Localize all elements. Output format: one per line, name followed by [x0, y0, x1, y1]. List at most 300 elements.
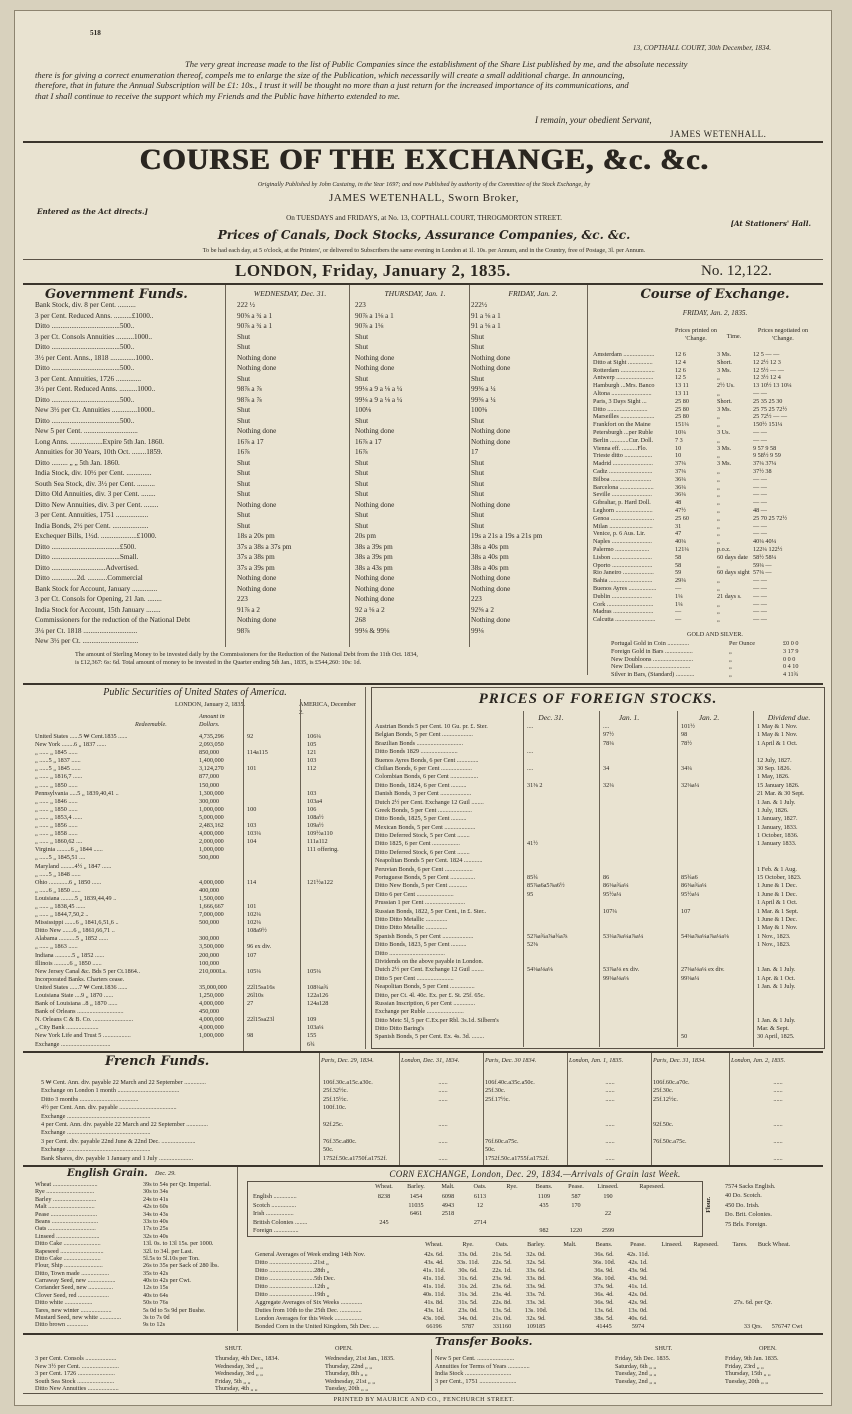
french-price: [323, 1129, 399, 1137]
fund-price-thu: 99⅛ a 9 a ⅛ a ¼: [355, 395, 403, 404]
average-cell: 23s. 9d.: [492, 1275, 512, 1282]
gold-row: [611, 648, 821, 656]
average-cell: 36s. 9d.: [594, 1299, 614, 1306]
exchange-time: 3 Us.: [717, 428, 731, 436]
us-london-price: [247, 935, 299, 943]
exchange-head-negotiated: Prices negotiated on 'Change.: [757, 327, 809, 342]
foreign-price-jan1: [603, 1008, 677, 1016]
foreign-stock-name: Exchange per Ruble ........................: [375, 1008, 464, 1016]
us-america-price: [307, 911, 365, 919]
french-price: [733, 1104, 823, 1112]
exchange-time: 3 Ms.: [717, 351, 732, 358]
corn-flour-line: Do. Brit. Colonies.: [725, 1211, 772, 1219]
fund-price-thu: Nothing done: [355, 595, 395, 603]
average-cell: 40s. 6d.: [628, 1315, 648, 1322]
fund-name: India Stock for Account, 15th January ........: [35, 605, 161, 614]
grain-title: English Grain.: [67, 1168, 148, 1179]
exchange-place: Rio Janeiro ....................: [593, 569, 654, 577]
us-amount: 2,483,162: [199, 822, 224, 830]
us-london-price: 107: [247, 951, 257, 959]
foreign-price-dec31: [527, 916, 599, 924]
us-amount: 100,000: [199, 959, 220, 967]
grain-price: 32l. to 34l. per Last.: [143, 1247, 194, 1255]
french-col4: [571, 1079, 649, 1163]
french-price: ......: [438, 1154, 448, 1162]
foreign-price-dec31: 52⅜: [527, 941, 538, 949]
exchange-negotiated: — —: [753, 600, 767, 608]
transfer-cell: Wednesday, 21st „ „: [325, 1377, 375, 1385]
french-price: ......: [605, 1137, 615, 1145]
foreign-price-jan1: [603, 799, 677, 807]
exchange-printed: 10: [675, 444, 682, 452]
exchange-negotiated: — —: [753, 584, 767, 592]
notice-closing: I remain, your obedient Servant,: [535, 115, 652, 125]
foreign-dividend: 30 April, 1825.: [757, 1033, 795, 1041]
exchange-negotiated: 57¼ —: [753, 569, 772, 577]
us-amount: [199, 871, 243, 879]
us-america-price: 122a126: [307, 992, 329, 999]
us-names: [35, 733, 203, 1049]
french-price: [571, 1104, 649, 1112]
french-price: ......: [605, 1154, 615, 1162]
transfer-cell: Tuesday, 2nd „ „: [615, 1370, 657, 1378]
foreign-jan2-col: [681, 723, 753, 1042]
exchange-printed: 47: [675, 530, 682, 538]
exchange-printed: 40¼: [675, 538, 686, 546]
fund-name: India Stock, div. 10½ per Cent. ..............: [35, 469, 152, 477]
corn-title: CORN EXCHANGE, London, Dec. 29, 1834.—Arrivals of Grain last Week.: [389, 1169, 681, 1179]
corn-cell: 2518: [441, 1210, 455, 1218]
fund-price-thu: 99⅛ & 99⅛: [355, 626, 390, 635]
us-amount: 300,000: [199, 935, 220, 943]
transfer-cell: Friday, 5th „ „: [215, 1377, 251, 1385]
us-america-price: 108a½: [307, 813, 324, 821]
us-america-price: [307, 919, 365, 927]
french-price: 1752f.50c.a1750f.a1752f.: [323, 1154, 387, 1162]
us-america-col: [307, 733, 365, 1049]
fund-price-wed: 91⅞ a 2: [237, 605, 260, 614]
grain-price: 12s to 15s: [143, 1284, 169, 1292]
exchange-negotiated: — —: [753, 436, 767, 444]
us-america-price: [307, 903, 365, 911]
corn-head: Barley.: [407, 1183, 425, 1190]
foreign-price-jan2: [681, 799, 753, 807]
fund-name: 3 per Cent. Annuities, 1726 ..............: [35, 374, 142, 383]
foreign-price-jan2: [681, 857, 753, 865]
foreign-dividend: [757, 748, 823, 756]
foreign-names: [375, 723, 521, 1042]
french-fund-name: 5 ₩ Cent. Ann. div. payable 22 March and 22 September ..............: [41, 1079, 206, 1086]
foreign-dividend: 1 June & 1 Dec.: [757, 890, 798, 898]
foreign-price-dec31: [527, 975, 599, 983]
foreign-dividend: 15 October, 1823.: [757, 874, 802, 882]
fund-price-thu: Nothing done: [355, 427, 395, 435]
exchange-place: Hamburgh ...Mrs. Banco: [593, 382, 655, 390]
fund-name: Ditto ......................................£500.: [35, 542, 137, 551]
exchange-head-printed: Prices printed on 'Change.: [675, 327, 717, 342]
foreign-price-jan2: [681, 983, 753, 991]
foreign-price-jan1: [603, 866, 677, 874]
foreign-price-dec31: 95: [527, 890, 534, 898]
fund-price-thu: Shut: [355, 416, 369, 425]
fund-price-wed: 98⅞ a ⅞: [237, 395, 262, 404]
average-head: Tares.: [732, 1241, 748, 1248]
transfer-cell: Annuities for Terms of Years ..............: [435, 1362, 530, 1370]
french-price: 100f.10c.: [323, 1104, 347, 1112]
exchange-time: „: [717, 483, 720, 491]
funds-names: [35, 301, 225, 648]
exchange-printed: 25 80: [675, 397, 689, 405]
corn-head: Oats.: [473, 1183, 487, 1190]
french-names: [41, 1079, 317, 1163]
corn-cell: 12: [476, 1201, 484, 1209]
corn-cell: 2714: [473, 1218, 487, 1226]
exchange-place: Bahia ............................: [593, 577, 653, 585]
grain-values: [143, 1181, 237, 1329]
foreign-stock-name: Mexican Bonds, 5 per Cent ....................: [375, 823, 476, 831]
average-cell: 32s. 9d.: [526, 1315, 546, 1322]
exchange-negotiated: 12 5 — —: [753, 351, 780, 358]
exchange-negotiated: 9 57 9 58: [753, 444, 777, 452]
fund-name: New 5 per Cent. ..............................: [35, 427, 138, 435]
exchange-time: „: [717, 506, 720, 514]
foreign-dividend: 1 Jan. & 1 July.: [757, 1016, 796, 1024]
fund-price-wed: 90⅝ a ¾ a 1: [237, 311, 273, 320]
fund-price-fri: Nothing done: [471, 427, 511, 435]
french-fund-name: Bank Shares, div. payable 1 January and 1 July ......................: [41, 1154, 194, 1162]
grain-name: Clover Seed, red ....................: [35, 1291, 109, 1299]
corn-cell: 982: [539, 1227, 549, 1235]
foreign-head-jan2: Jan. 2.: [698, 713, 720, 722]
foreign-price-jan2: [681, 916, 753, 924]
foreign-price-dec31: [527, 832, 599, 840]
grain-name: Mustard Seed, new white ..............: [35, 1314, 122, 1322]
exchange-negotiated: — —: [753, 577, 767, 585]
transfer-row: [35, 1363, 429, 1371]
foreign-stock-name: Ditto Deferred Stock, 5 per Cent ........: [375, 832, 470, 840]
corn-flour-label: Flour.: [705, 1197, 712, 1213]
foreign-price-jan1: [603, 899, 677, 907]
french-fund-name: Exchange ......................................................: [41, 1146, 151, 1154]
foreign-price-jan1: [603, 748, 677, 756]
us-america-price: 103: [307, 757, 317, 765]
fund-price-wed: [237, 637, 349, 648]
us-london-price: 27: [247, 1000, 254, 1008]
exchange-printed: 12 4: [675, 358, 686, 366]
foreign-stock-name: Ditto 6 per Cent ........................: [375, 890, 454, 898]
average-cell: 21s. 0d.: [492, 1315, 512, 1322]
exchange-negotiated: 12 5½ — —: [753, 366, 784, 374]
fund-price-thu: [355, 637, 467, 648]
fund-price-thu: Shut: [355, 511, 369, 519]
exchange-printed: 151¼: [675, 421, 689, 429]
french-price: 106f.30c.a15c.a30c.: [323, 1079, 373, 1086]
fund-price-fri: Nothing done: [471, 574, 511, 582]
us-america-price: 106: [307, 805, 317, 813]
us-america-price: 109a½: [307, 822, 324, 830]
grain-name: Linseed ............................: [35, 1232, 100, 1240]
grain-name: Rapeseed ............................: [35, 1247, 104, 1255]
foreign-price-jan1: [603, 958, 677, 966]
foreign-dividend: 1 Mar. & 1 Sept.: [757, 907, 799, 915]
french-price: [405, 1129, 481, 1137]
gold-cell: Portugal Gold in Coin ..............: [611, 640, 690, 647]
fund-name: Ditto ......................................500..: [35, 364, 135, 372]
exchange-negotiated: 58½ 58¼: [753, 553, 777, 561]
exchange-negotiated: 13 10½ 13 10¼: [753, 382, 792, 390]
french-price: [571, 1129, 649, 1137]
us-head-redeemable: Redeemable.: [135, 721, 167, 728]
grain-name: Ditto white ..................: [35, 1299, 93, 1307]
fund-price-fri: 91 a ⅛ a 1: [471, 311, 501, 320]
us-london-price: [247, 741, 299, 749]
transfer-cell: Thursday, 8th „ „: [325, 1370, 368, 1378]
fund-name: Long Anns. ..................Expire 5th Jan. 1860.: [35, 437, 164, 446]
exchange-time: 21 days s.: [717, 592, 742, 600]
french-price: 25f.30c.: [485, 1087, 506, 1095]
exchange-negotiated: 40¼ 40¼: [753, 538, 777, 546]
fund-price-thu: Shut: [355, 469, 369, 477]
exchange-printed: 1¼: [675, 592, 683, 600]
foreign-dividend: 1 May & 1 Nov.: [757, 924, 798, 932]
fund-price-thu: 38s a 39s pm: [355, 553, 393, 561]
fund-price-wed: Shut: [237, 458, 251, 467]
us-security-name: „ ...... „ 1844,7,50,2 ..: [35, 911, 89, 919]
notice-line: The very great increase made to the list of Public Companies since the establishment of the Share List published by me, and the absolute necessity: [185, 59, 688, 69]
us-london-price: [247, 790, 299, 798]
french-col3: [485, 1079, 565, 1163]
fund-name: Ditto ......... „ „ 5th Jan. 1860.: [35, 458, 120, 467]
fund-price-fri: 223: [471, 595, 482, 603]
exchange-place: Naples ..........................: [593, 538, 652, 546]
transfer-cell: 3 per Cent., 1751 ........................: [435, 1377, 517, 1385]
foreign-price-dec31: 85¾: [527, 874, 538, 882]
funds-footnote-line: is £12,367: 6s: 6d. Total amount of money to be invested in the Quarter ending 5th Jan., 1835, is £544,260: 10s: 1d.: [75, 659, 362, 666]
gold-row: [611, 671, 821, 679]
us-amount: [199, 976, 243, 984]
average-cell: 5787: [461, 1323, 475, 1330]
average-cell: 43s. 1d.: [424, 1307, 444, 1314]
fund-price-thu: Shut: [355, 490, 369, 498]
exchange-time: „: [717, 452, 720, 460]
corn-cell: 1220: [569, 1227, 583, 1235]
exchange-printed: 25 80: [675, 405, 689, 413]
us-america-price: [307, 1008, 365, 1016]
exchange-time: „: [717, 584, 720, 592]
foreign-price-jan2: [681, 757, 753, 765]
exchange-time-col: [717, 351, 751, 624]
fund-price-wed: Shut: [237, 332, 251, 341]
gold-row: [611, 663, 821, 671]
exchange-place: Rotterdam ......................: [593, 366, 655, 374]
fund-price-wed: Nothing done: [237, 574, 277, 582]
average-cell: 13s. 5d.: [492, 1307, 512, 1314]
us-london-price: 103¼: [247, 830, 261, 838]
fund-price-fri: 38s a 40s pm: [471, 542, 509, 551]
grain-name: Malt ..............................: [35, 1203, 95, 1211]
exchange-printed: 7 3: [675, 436, 683, 444]
exchange-time: „: [717, 491, 720, 499]
us-london-price: 108a9½: [247, 927, 267, 935]
exchange-time: „: [717, 561, 720, 569]
us-london-price: 98: [247, 1032, 254, 1040]
exchange-time: 60 days date: [717, 553, 748, 561]
foreign-price-dec31: 85⅞a6a5⅞a6½: [527, 882, 565, 890]
exchange-head-time: Time.: [726, 333, 742, 340]
corn-flour-line: 450 Do. Irish.: [725, 1201, 760, 1209]
exchange-printed: 25 80: [675, 413, 689, 421]
masthead-days: On TUESDAYS and FRIDAYS, at No. 13, COPTHALL COURT, THROGMORTON STREET.: [286, 214, 562, 222]
grain-name: Oats ...............................: [35, 1225, 96, 1233]
fund-price-thu: Nothing done: [355, 353, 395, 362]
french-head: Paris, Dec. 29, 1834.: [321, 1057, 374, 1064]
average-cell: 33s. 11d.: [456, 1259, 480, 1266]
foreign-price-jan1: [603, 1025, 677, 1033]
average-cell: 41s. 11d.: [422, 1275, 446, 1282]
us-amount: 1,500,000: [199, 894, 224, 902]
exchange-place: Cork ..............................: [593, 600, 654, 608]
grain-name: Coriander Seed, new ................: [35, 1284, 114, 1292]
average-row-label: Ditto .............................21st „: [255, 1259, 329, 1266]
us-amount: 4,000,000: [199, 830, 224, 838]
corn-flour-line: 7574 Sacks English.: [725, 1183, 776, 1190]
fund-price-wed: 37s a 38s a 37s pm: [237, 542, 292, 551]
average-cell: 38s. 5d.: [594, 1315, 614, 1322]
corn-origin: British Colonies ........: [253, 1218, 308, 1226]
us-security-name: „ ...... „ 1860,62 ....: [35, 838, 83, 846]
foreign-price-dec31: [527, 924, 599, 932]
exchange-place: Ditto at Sight ................: [593, 358, 653, 366]
foreign-price-jan1: ....: [603, 723, 610, 730]
us-america-price: [307, 943, 365, 951]
fund-price-thu: 90⅞ a 1⅛: [355, 322, 384, 330]
grain-name: Rye ...............................: [35, 1188, 95, 1196]
fund-price-wed: Shut: [237, 343, 251, 351]
average-cell: 43s. 10d.: [422, 1315, 446, 1322]
us-amount: 4,735,296: [199, 733, 224, 740]
fund-price-fri: 99⅜ a ¼: [471, 395, 496, 404]
fund-name: Annuities for 30 Years, 10th Oct. ........1859.: [35, 448, 163, 456]
average-head: Rye.: [462, 1241, 474, 1248]
us-title: Public Securities of United States of America.: [103, 687, 287, 698]
us-security-name: „ ...... „ 1845 ......: [35, 749, 78, 757]
grain-name: Beans ..............................: [35, 1217, 99, 1225]
foreign-price-dec31: [527, 958, 599, 966]
us-amount: 450,000: [199, 1008, 220, 1016]
french-price: [485, 1113, 565, 1121]
foreign-price-dec31: [527, 824, 599, 832]
foreign-price-dec31: [527, 992, 599, 1000]
foreign-price-dec31: [527, 815, 599, 823]
us-amount: [199, 927, 243, 935]
foreign-head-dividend: Dividend due.: [767, 713, 811, 722]
fund-name: India Bonds, 2½ per Cent. ....................: [35, 521, 149, 530]
corn-cell: 170: [571, 1201, 581, 1209]
exchange-place: Trieste ditto ..................: [593, 452, 653, 460]
average-cell: 30s. 6d.: [458, 1267, 478, 1274]
foreign-price-jan2: 50: [681, 1033, 688, 1041]
foreign-price-jan1: [603, 757, 677, 765]
foreign-price-jan2: [681, 1000, 753, 1008]
fund-name: 3 per Cent. Reduced Anns. ..........£1000..: [35, 311, 154, 320]
foreign-price-dec31: [527, 757, 599, 765]
foreign-dividend: 30 Sep. 1826.: [757, 764, 792, 772]
foreign-price-jan1: [603, 857, 677, 865]
french-fund-name: Exchange ......................................................: [41, 1112, 151, 1120]
foreign-price-dec31: [527, 950, 599, 958]
french-price: [653, 1129, 729, 1137]
fund-price-fri: Shut: [471, 490, 485, 498]
exchange-printed: 36¼: [675, 475, 686, 483]
transfer-row: [35, 1355, 429, 1363]
corn-origin: Irish ..................: [253, 1210, 294, 1218]
foreign-stock-name: Ditto New Bonds, 5 per Cent ............: [375, 882, 468, 890]
foreign-dec31-col: [527, 723, 599, 1042]
exchange-negotiated: — —: [753, 499, 767, 507]
us-london-price: 104: [247, 838, 257, 846]
fund-price-fri: Nothing done: [471, 500, 511, 509]
notice-signature: JAMES WETENHALL.: [670, 129, 767, 139]
us-amount: 3,500,000: [199, 943, 224, 951]
transfer-cell: Saturday, 6th „ „: [615, 1362, 657, 1370]
corn-flour-line: 75 Brls. Foreign.: [725, 1220, 767, 1228]
foreign-price-jan1: [603, 992, 677, 1000]
exchange-time: „: [717, 522, 720, 530]
foreign-dividend: 1 Nov., 1823.: [757, 941, 791, 949]
foreign-price-jan2: 107: [681, 907, 691, 915]
dateline: LONDON, Friday, January 2, 1835.: [235, 261, 511, 280]
grain-name: Flour, Ship .........................: [35, 1262, 103, 1270]
exchange-printed: 36¼: [675, 483, 686, 491]
french-price: 25f.30c.: [653, 1087, 674, 1095]
corn-flour-line: 40 Do. Scotch.: [725, 1192, 762, 1200]
us-america-price: [307, 976, 365, 984]
foreign-price-jan2: [681, 866, 753, 874]
fund-price-wed: Nothing done: [237, 364, 277, 372]
foreign-price-jan2: [681, 748, 753, 756]
fund-name: New 3½ per Ct. Annuities ..............1000..: [35, 406, 155, 414]
transfer-title: Transfer Books.: [435, 1335, 533, 1348]
us-security-name: „ ...... „ 1850 ......: [35, 805, 78, 813]
foreign-price-jan1: 53⅞a⅛ ex div.: [603, 966, 640, 974]
foreign-price-dec31: [527, 1017, 599, 1025]
foreign-dividend: 1 April & 1 Oct.: [757, 739, 798, 747]
us-security-name: United States ......7 ₩ Cent.1836 ......: [35, 983, 128, 991]
foreign-price-jan1: 53¼a⅞a¼a⅞a¼: [603, 932, 644, 940]
printer-line: PRINTED BY MAURICE AND CO., FENCHURCH STREET.: [333, 1396, 515, 1403]
french-price: [571, 1146, 649, 1154]
us-security-name: New York Life and Trust 5 ..................: [35, 1032, 131, 1040]
fund-price-fri: Shut: [471, 521, 485, 530]
us-london-price: [247, 887, 299, 895]
corn-cell: 435: [539, 1201, 549, 1209]
average-cell: 31s. 3d.: [458, 1291, 478, 1298]
us-security-name: Bank of Louisiana ..8 „ 1870 ......: [35, 1000, 118, 1008]
average-cell: 32s. 5d.: [526, 1259, 546, 1266]
fund-price-thu: 16⅞: [355, 448, 368, 456]
french-price: [405, 1104, 481, 1112]
funds-wed-col: [237, 301, 349, 648]
foreign-stock-name: Colombian Bonds, 6 per Cent ..................: [375, 773, 479, 781]
us-london-col: [247, 733, 299, 1049]
exchange-printed: 10¼: [675, 428, 686, 436]
corn-cell: 4943: [441, 1201, 455, 1209]
average-cell: 13s. 0d.: [628, 1307, 648, 1314]
transfer-head-open: OPEN.: [335, 1345, 353, 1352]
us-amount: 200,000: [199, 951, 220, 959]
fund-price-fri: Shut: [471, 374, 485, 383]
fund-price-fri: 38s a 40s pm: [471, 553, 509, 561]
